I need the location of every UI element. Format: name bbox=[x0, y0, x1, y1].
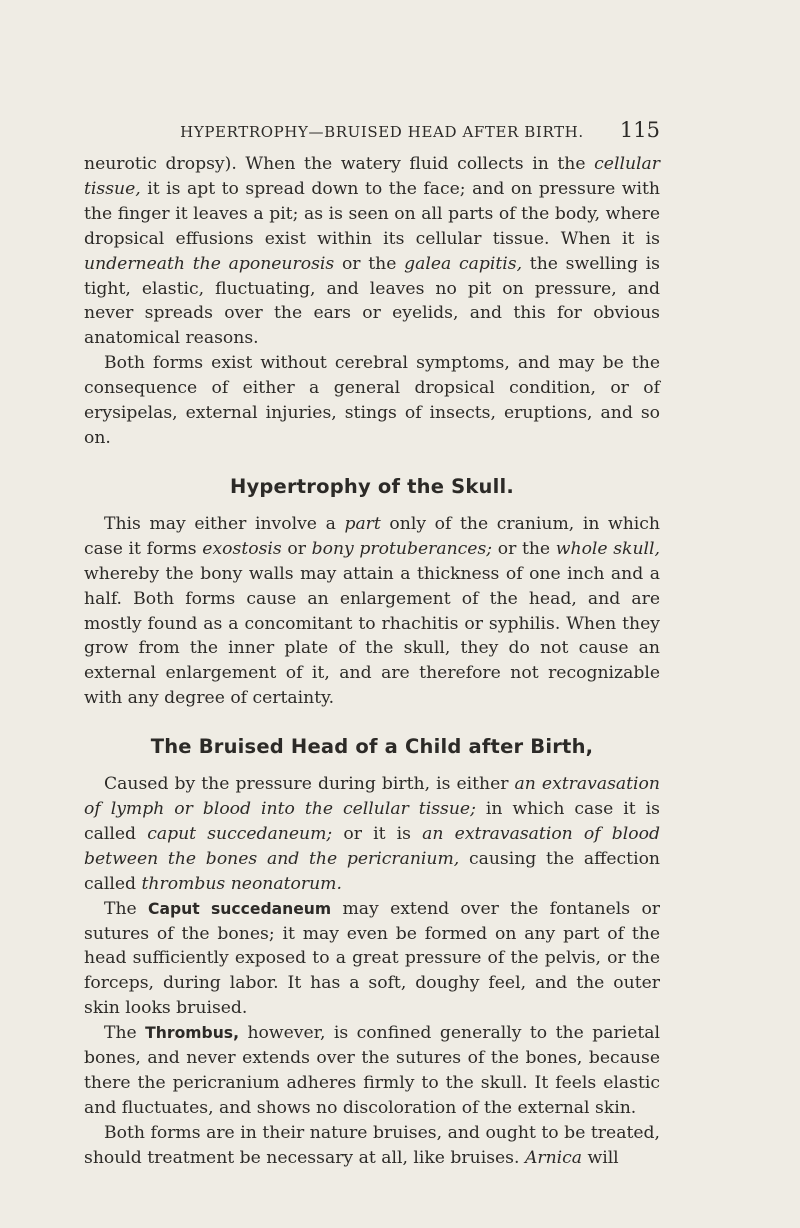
italic-term: galea capitis, bbox=[404, 253, 523, 274]
paragraph bbox=[84, 1021, 660, 1121]
italic-term: whole skull, bbox=[555, 538, 660, 559]
paragraph bbox=[84, 351, 660, 451]
italic-term: exostosis bbox=[202, 538, 282, 559]
text-run: only of the cranium, in which case it forms bbox=[84, 513, 660, 559]
section-heading: The Bruised Head of a Child after Birth, bbox=[150, 735, 594, 759]
italic-term: an extravasation of lymph or blood into the cellular tissue; bbox=[84, 774, 660, 820]
paragraph bbox=[84, 772, 660, 897]
italic-term: cellular tissue, bbox=[84, 154, 660, 199]
italic-term: caput succedaneum; bbox=[147, 823, 333, 844]
italic-term: part bbox=[344, 513, 381, 534]
italic-term: underneath the aponeurosis bbox=[84, 253, 335, 274]
italic-term: Arnica bbox=[524, 1147, 583, 1168]
running-title: HYPERTROPHY—BRUISED HEAD AFTER BIRTH. bbox=[180, 123, 584, 141]
text-run: may extend over the fontanels or sutures of the bones; it may even be formed on any part of the head sufficiently exposed to a great pressure of the pelvis, or the forceps, during labor. It has a soft, doughy feel, and the outer skin looks bruised. bbox=[84, 898, 661, 1019]
text-run: The bbox=[104, 898, 149, 919]
running-head bbox=[84, 118, 660, 142]
paragraph bbox=[84, 897, 660, 1022]
italic-term: thrombus neonatorum. bbox=[141, 873, 342, 894]
text-run: Caused by the pressure during birth, is either bbox=[104, 774, 515, 795]
italic-term: bony protuberances; bbox=[311, 538, 493, 559]
text-run: The bbox=[104, 1023, 146, 1044]
text-run: Both forms exist without cerebral symptoms, and may be the consequence of either a general dropsical condition, or of erysipelas, external injuries, stings of insects, eruptions, and so on. bbox=[84, 353, 660, 448]
italic-term: an extravasation of blood between the bones and the pericranium, bbox=[84, 823, 660, 869]
text-run: whereby the bony walls may attain a thickness of one inch and a half. Both forms cause an enlargement of the head, and are mostly found as a concomitant to rhachitis or syphilis. When they grow from the inner plate of the skull, they do not cause an external enlargement of it, and are therefore not recognizable with any degree of certainty. bbox=[84, 563, 660, 709]
paragraph bbox=[84, 1121, 660, 1171]
text-run: neurotic dropsy). When the watery fluid collects in the bbox=[84, 154, 595, 174]
text-run: or it is bbox=[332, 823, 423, 844]
text-run: will bbox=[582, 1147, 619, 1168]
paragraph bbox=[84, 512, 660, 711]
text-run: the swelling is tight, elastic, fluctuating, and leaves no pit on pressure, and never spreads over the ears or eyelids, and this for obvious anatomical reasons. bbox=[84, 253, 660, 349]
text-run: it is apt to spread down to the face; and on pressure with the finger it leaves a pit; as is seen on all parts of the body, where dropsical effusions exist within its cellular tissue. When it is bbox=[84, 178, 660, 249]
text-run: in which case it is called bbox=[84, 799, 660, 844]
bold-term: Thrombus, bbox=[145, 1024, 240, 1043]
page-number: 115 bbox=[619, 118, 660, 142]
section-heading: Hypertrophy of the Skull. bbox=[229, 474, 515, 498]
text-run: causing the affection called bbox=[84, 848, 660, 894]
text-run: or the bbox=[334, 253, 405, 274]
text-run: or the bbox=[492, 538, 556, 559]
paragraph bbox=[84, 152, 660, 351]
text-run: This may either involve a bbox=[104, 513, 345, 534]
text-run: or bbox=[281, 538, 312, 559]
bold-term: Caput succedaneum bbox=[148, 899, 332, 918]
text-run: Both forms are in their nature bruises, and ought to be treated, should treatment be necessary at all, like bruises. bbox=[84, 1122, 660, 1168]
text-run: however, is confined generally to the parietal bones, and never extends over the sutures of the bones, because there the pericranium adheres firmly to the skull. It feels elastic and fluctuates, and shows no discoloration of the external skin. bbox=[84, 1023, 660, 1118]
